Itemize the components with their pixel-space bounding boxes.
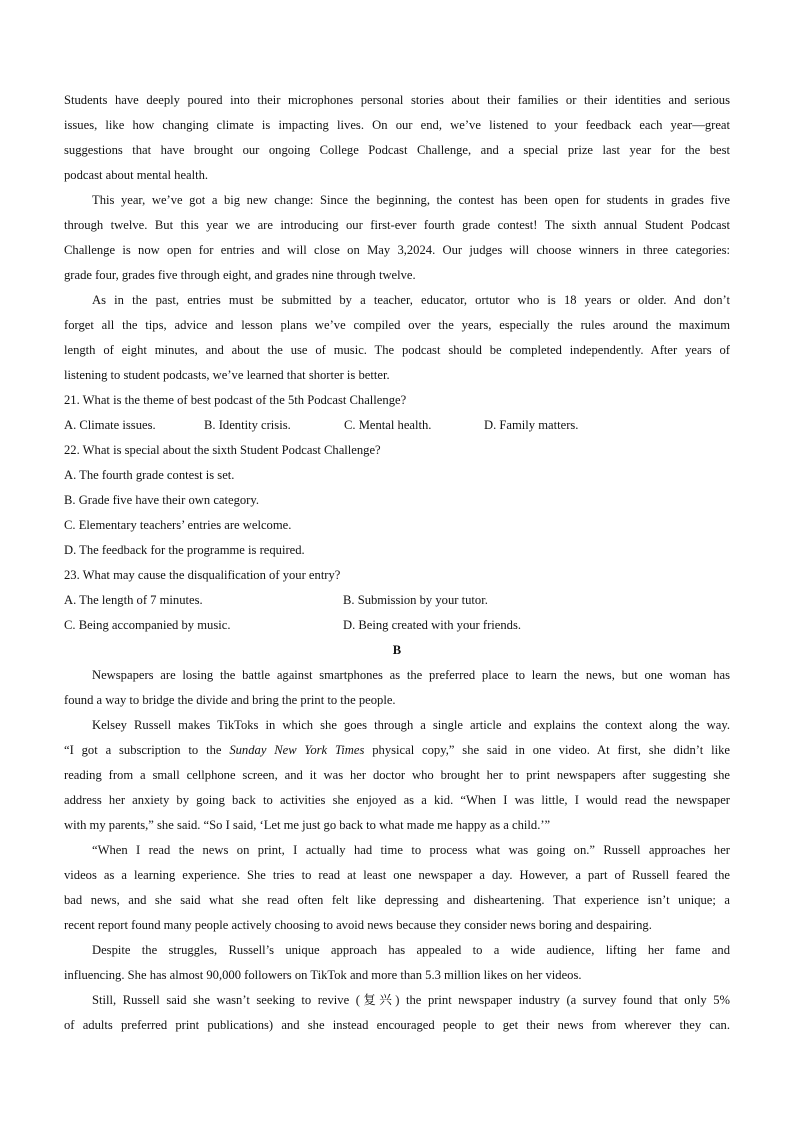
option-b: B. Identity crisis. bbox=[204, 418, 291, 432]
question-stem: 21. What is the theme of best podcast of the 5th Podcast Challenge? bbox=[64, 393, 407, 407]
text-line: forget all the tips, advice and lesson plans we’ve compiled over the years, especially the rules around the maximum bbox=[64, 318, 730, 332]
option-d: D. Being created with your friends. bbox=[343, 618, 522, 632]
question-21 bbox=[64, 388, 730, 438]
option-c: C. Elementary teachers’ entries are welcome. bbox=[64, 518, 292, 532]
option-a: A. The length of 7 minutes. bbox=[64, 593, 203, 607]
text-line: This year, we’ve got a big new change: Since the beginning, the contest has been open for students in grades five bbox=[92, 193, 730, 207]
text-line: Kelsey Russell makes TikToks in which she goes through a single article and explains the context along the way. bbox=[92, 718, 730, 732]
text-span: physical copy,” she said in one video. At first, she didn’t like bbox=[364, 743, 730, 757]
option-c: C. Mental health. bbox=[344, 418, 432, 432]
text-line: Challenge is now open for entries and will close on May 3,2024. Our judges will choose winners in three categories: bbox=[64, 243, 730, 257]
passage-b-paragraph-1 bbox=[64, 663, 730, 713]
option-d: D. The feedback for the programme is required. bbox=[64, 543, 305, 557]
text-line: found a way to bridge the divide and bring the print to the people. bbox=[64, 693, 396, 707]
passage-b-paragraph-3 bbox=[64, 838, 730, 938]
passage-b-paragraph-2 bbox=[64, 713, 730, 838]
text-line: suggestions that have brought our ongoing College Podcast Challenge, and a special prize last year for the best bbox=[64, 143, 730, 157]
text-line: listening to student podcasts, we’ve learned that shorter is better. bbox=[64, 368, 390, 382]
answer-options bbox=[64, 413, 730, 438]
question-stem: 23. What may cause the disqualification of your entry? bbox=[64, 568, 341, 582]
text-line: issues, like how changing climate is impacting lives. On our end, we’ve listened to your feedback each year—great bbox=[64, 118, 730, 132]
text-line: Students have deeply poured into their microphones personal stories about their families or their identities and serious bbox=[64, 93, 730, 107]
option-c: C. Being accompanied by music. bbox=[64, 618, 231, 632]
text-line: videos as a learning experience. She tries to read at least one newspaper a day. However, a part of Russell feared the bbox=[64, 868, 730, 882]
text-line: through twelve. But this year we are introducing our first-ever fourth grade contest! The sixth annual Student Podcast bbox=[64, 218, 730, 232]
passage-a-paragraph-2 bbox=[64, 188, 730, 288]
option-a: A. The fourth grade contest is set. bbox=[64, 468, 235, 482]
text-line: reading from a small cellphone screen, and it was her doctor who brought her to print newspapers after suggesting she bbox=[64, 768, 730, 782]
text-line: with my parents,” she said. “So I said, ‘Let me just go back to what made me happy as a child.’” bbox=[64, 818, 551, 832]
answer-options bbox=[64, 588, 730, 613]
text-line: “When I read the news on print, I actually had time to process what was going on.” Russell approaches her bbox=[92, 843, 730, 857]
question-stem: 22. What is special about the sixth Student Podcast Challenge? bbox=[64, 443, 381, 457]
question-22 bbox=[64, 438, 730, 563]
text-line: Despite the struggles, Russell’s unique approach has appealed to a wide audience, lifting her fame and bbox=[92, 943, 730, 957]
text-span: “I got a subscription to the bbox=[64, 743, 230, 757]
option-b: B. Grade five have their own category. bbox=[64, 493, 260, 507]
passage-b-paragraph-4 bbox=[64, 938, 730, 988]
text-line: Newspapers are losing the battle against smartphones as the preferred place to learn the news, but one woman has bbox=[92, 668, 730, 682]
text-line: length of eight minutes, and about the use of music. The podcast should be completed independently. After years of bbox=[64, 343, 730, 357]
text-line bbox=[64, 738, 730, 763]
passage-a-paragraph-1 bbox=[64, 88, 730, 188]
text-line: grade four, grades five through eight, and grades nine through twelve. bbox=[64, 268, 416, 282]
text-line: influencing. She has almost 90,000 followers on TikTok and more than 5.3 million likes on her videos. bbox=[64, 968, 582, 982]
answer-options bbox=[64, 613, 730, 638]
text-line: bad news, and she said what she read often felt like depressing and disheartening. That experience isn’t unique; a bbox=[64, 893, 730, 907]
text-line: of adults preferred print publications) and she instead encouraged people to get their news from wherever they can. bbox=[64, 1018, 730, 1032]
option-d: D. Family matters. bbox=[484, 418, 579, 432]
text-line: Still, Russell said she wasn’t seeking to revive (复兴) the print newspaper industry (a survey found that only 5% bbox=[92, 993, 730, 1007]
document-body bbox=[64, 88, 730, 1038]
question-23 bbox=[64, 563, 730, 638]
option-a: A. Climate issues. bbox=[64, 418, 156, 432]
text-line: recent report found many people actively choosing to avoid news because they consider news boring and despairing. bbox=[64, 918, 652, 932]
passage-a-paragraph-3 bbox=[64, 288, 730, 388]
section-heading: B bbox=[392, 643, 402, 657]
option-b: B. Submission by your tutor. bbox=[343, 593, 488, 607]
newspaper-title: Sunday New York Times bbox=[229, 743, 365, 757]
text-line: address her anxiety by going back to activities she enjoyed as a kid. “When I was little, I would read the newspaper bbox=[64, 793, 730, 807]
passage-b-paragraph-5 bbox=[64, 988, 730, 1038]
text-line: podcast about mental health. bbox=[64, 168, 209, 182]
text-line: As in the past, entries must be submitted by a teacher, educator, ortutor who is 18 years or older. And don’t bbox=[92, 293, 730, 307]
